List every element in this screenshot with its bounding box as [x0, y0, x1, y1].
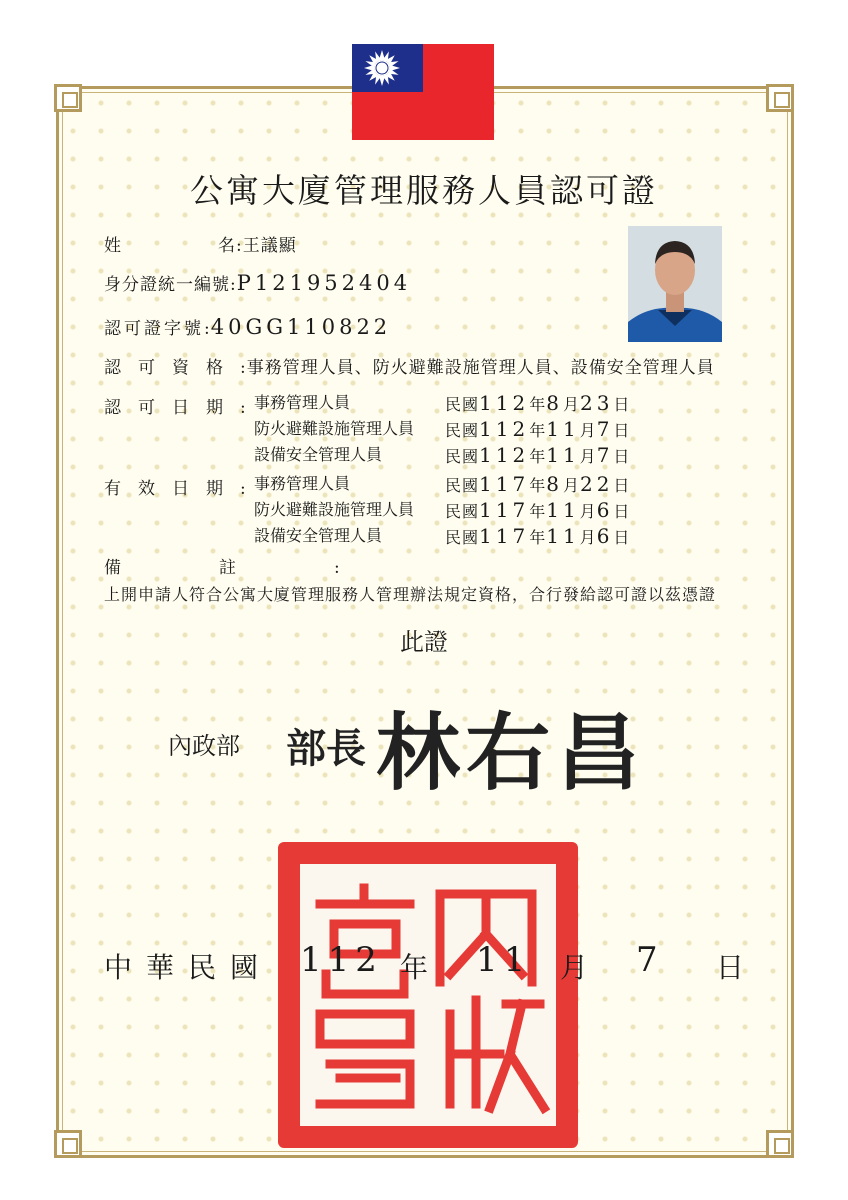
name-label: 姓 名 — [104, 236, 236, 256]
qualification-label: 認可資格 — [104, 358, 240, 378]
role-item: 防火避難設施管理人員 — [254, 500, 415, 519]
white-sun-icon — [362, 48, 402, 88]
validity-roles — [254, 471, 414, 549]
minister-name: 林右昌 — [376, 703, 647, 800]
issue-date-year: 112 — [300, 940, 383, 980]
minister-signature — [280, 700, 680, 800]
role-item: 設備安全管理人員 — [254, 445, 383, 464]
role-item: 事務管理人員 — [254, 393, 351, 412]
approval-roles — [254, 390, 414, 468]
approval-dates — [445, 390, 630, 468]
corner-ornament — [766, 1130, 794, 1158]
issue-date-year-unit: 年 — [400, 951, 429, 984]
id-row: 身分證統一編號:P121952404 — [104, 271, 412, 295]
approval-date-item: 民國112年11月7日 — [445, 417, 631, 441]
corner-ornament — [766, 84, 794, 112]
name-value: 王議顯 — [242, 236, 297, 256]
qualification-value: 事務管理人員、防火避難設施管理人員、設備安全管理人員 — [246, 358, 715, 378]
issue-date-prefix: 中華民國 — [104, 951, 273, 984]
validity-dates — [445, 471, 630, 549]
statement-text: 上開申請人符合公寓大廈管理服務人管理辦法規定資格，合行發給認可證以茲憑證 — [104, 585, 717, 604]
name-row: 姓 名 :王議顯 — [104, 231, 297, 256]
cert-number-label: 認可證字號 — [104, 319, 204, 339]
ministry-name: 內政部 — [168, 732, 240, 760]
approval-date-item: 民國112年11月7日 — [445, 443, 631, 467]
validity-date-item: 民國117年11月6日 — [445, 524, 631, 548]
certificate-title: 公寓大廈管理服務人員認可證 — [190, 171, 658, 210]
validity-date-label: 有效日期 — [104, 479, 240, 499]
holder-photo — [628, 226, 722, 342]
remarks-label: 備註 — [104, 558, 334, 578]
qualification-row: 認可資格:事務管理人員、防火避難設施管理人員、設備安全管理人員 — [104, 353, 715, 378]
seal-glyphs — [300, 864, 556, 1126]
remarks-row: 備註: — [104, 553, 341, 578]
validity-date-item: 民國117年8月22日 — [445, 472, 631, 496]
corner-ornament — [54, 84, 82, 112]
issue-date-month-unit: 月 — [560, 951, 589, 984]
cert-number-row: 認可證字號:40GG110822 — [104, 315, 392, 339]
approval-date-item: 民國112年8月23日 — [445, 391, 631, 415]
issue-date-day: 7 — [636, 940, 658, 980]
roc-flag-icon — [352, 44, 494, 140]
role-item: 事務管理人員 — [254, 474, 351, 493]
corner-ornament — [54, 1130, 82, 1158]
closing-text: 此證 — [400, 628, 448, 656]
role-item: 防火避難設施管理人員 — [254, 419, 415, 438]
approval-date-label: 認可日期 — [104, 398, 240, 418]
id-value: P121952404 — [236, 271, 412, 295]
role-item: 設備安全管理人員 — [254, 526, 383, 545]
id-label: 身分證統一編號 — [104, 275, 230, 295]
approval-date-label-row: 認可日期: — [104, 393, 247, 418]
issue-date-day-unit: 日 — [716, 951, 745, 984]
validity-date-label-row: 有效日期: — [104, 474, 247, 499]
validity-date-item: 民國117年11月6日 — [445, 498, 631, 522]
minister-title: 部長 — [286, 725, 366, 772]
cert-number-value: 40GG110822 — [210, 315, 392, 339]
issue-date-month: 11 — [476, 940, 532, 980]
